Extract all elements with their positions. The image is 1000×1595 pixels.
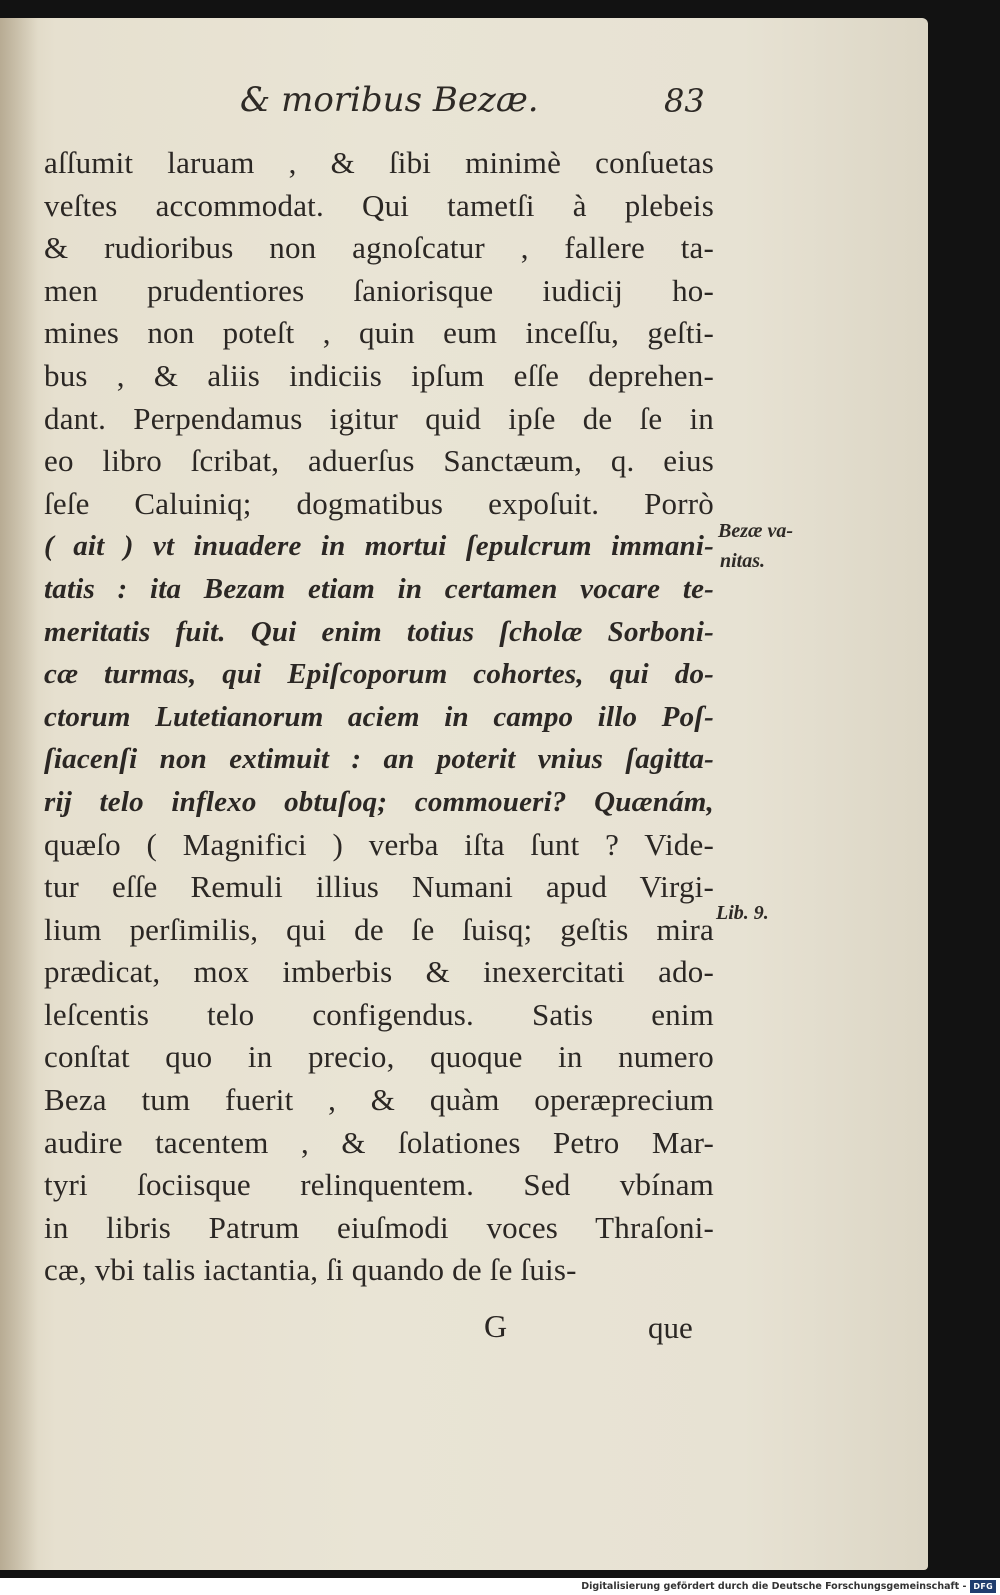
text-line: veſtes accommodat. Qui tametſi à plebeis (44, 187, 714, 223)
text-line: men prudentiores ſaniorisque iudicij ho- (44, 272, 714, 308)
text-line: eo libro ſcribat, aduerſus Sanctæum, q. eius (44, 443, 714, 479)
page-header (0, 80, 928, 136)
text-line: meritatis fuit. Qui enim totius ſcholæ Sorboni- (44, 615, 714, 648)
text-line: cæ turmas, qui Epiſcoporum cohortes, qui do- (44, 658, 714, 691)
text-line: prædicat, mox imberbis & inexercitati ado- (44, 954, 714, 990)
text-line: ſiacenſi non extimuit : an poterit vnius ſagitta- (44, 743, 714, 776)
text-line: rij telo inflexo obtuſoq; commoueri? Quænám, (44, 785, 714, 818)
digitization-credit (581, 1579, 996, 1594)
text-line: tatis : ita Bezam etiam in certamen vocare te- (44, 572, 714, 605)
signature-mark: G (484, 1308, 508, 1344)
credit-text: Digitalisierung gefördert durch die Deutsche Forschungsgemeinschaft - (581, 1581, 967, 1592)
text-line: cæ, vbi talis iactantia, ſi quando de ſe ſuis- (44, 1252, 577, 1288)
text-line: mines non poteſt , quin eum inceſſu, geſti- (44, 315, 714, 351)
text-line: bus , & aliis indiciis ipſum eſſe deprehen- (44, 357, 714, 393)
body-text (44, 142, 714, 1292)
text-line: aſſumit laruam , & ſibi minimè conſuetas (44, 145, 714, 180)
text-line: tyri ſociisque relinquentem. Sed vbínam (44, 1167, 714, 1203)
margin-note-line: Bezæ va- (718, 520, 793, 542)
book-page (0, 18, 928, 1570)
margin-note-beza-vanitas (718, 516, 793, 576)
catchword: que (648, 1310, 693, 1345)
text-line: lium perſimilis, qui de ſe ſuisq; geſtis mira (44, 911, 714, 947)
text-line: audire tacentem , & ſolationes Petro Mar- (44, 1124, 714, 1160)
running-title: & moribus Bezæ. (240, 80, 539, 120)
text-line: quæſo ( Magnifici ) verba iſta ſunt ? Vide- (44, 826, 714, 862)
page-number: 83 (664, 82, 705, 120)
text-line: leſcentis telo configendus. Satis enim (44, 996, 714, 1032)
text-line: dant. Perpendamus igitur quid ipſe de ſe in (44, 400, 714, 436)
text-line: in libris Patrum eiuſmodi voces Thraſoni- (44, 1209, 714, 1245)
text-line: tur eſſe Remuli illius Numani apud Virgi- (44, 869, 714, 905)
margin-note-lib (716, 898, 769, 928)
page-gutter-shadow (0, 18, 38, 1570)
dfg-logo: DFG (970, 1580, 996, 1593)
text-line: conſtat quo in precio, quoque in numero (44, 1039, 714, 1075)
margin-note-line: Lib. 9. (716, 902, 769, 924)
text-line: ctorum Lutetianorum aciem in campo illo Poſ- (44, 700, 714, 733)
text-line: & rudioribus non agnoſcatur , fallere ta- (44, 230, 714, 266)
text-line: ( ait ) vt inuadere in mortui ſepulcrum immani- (44, 530, 714, 563)
margin-note-line: nitas. (720, 550, 766, 572)
text-line: ſeſe Caluiniq; dogmatibus expoſuit. Porrò (44, 485, 714, 521)
text-line: Beza tum fuerit , & quàm operæprecium (44, 1082, 714, 1118)
